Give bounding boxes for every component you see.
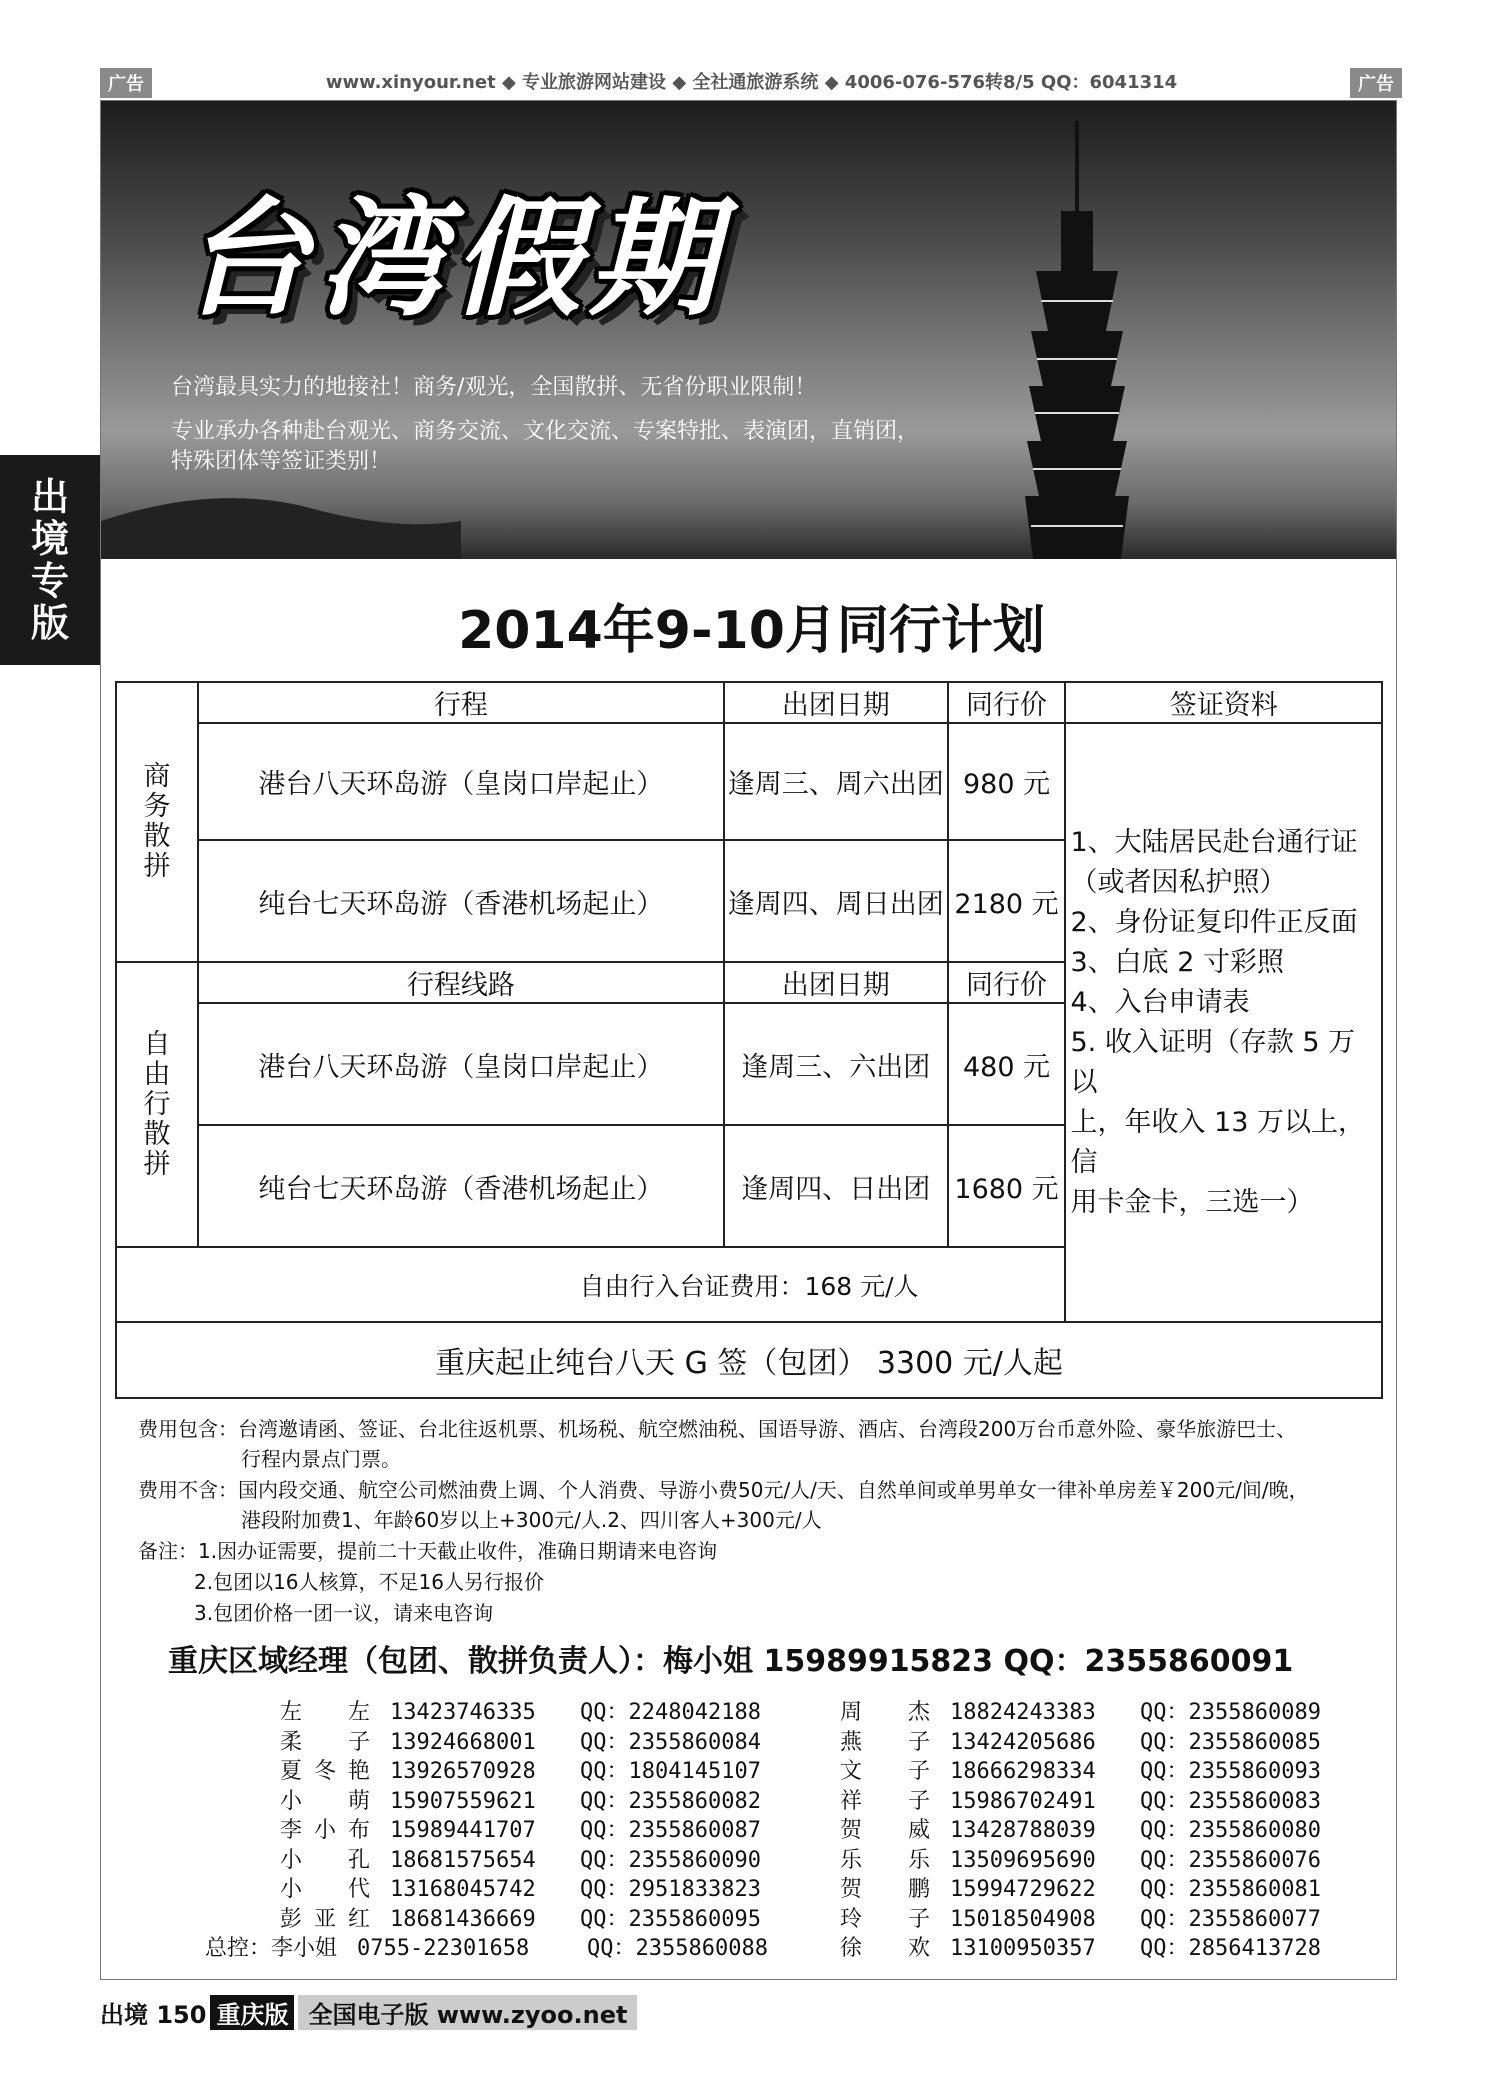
contact-row: 夏冬艳 13926570928 QQ：1804145107 xyxy=(280,1759,761,1784)
route-cell: 纯台七天环岛游（香港机场起止） xyxy=(198,1125,724,1247)
route-cell: 港台八天环岛游（皇岗口岸起止） xyxy=(198,1003,724,1125)
price-cell: 480 元 xyxy=(948,1003,1066,1125)
free-fee-row xyxy=(116,1247,1382,1322)
contact-row: 贺威 13428788039 QQ：2355860080 xyxy=(840,1818,1321,1843)
banner-line-3: 特殊团体等签证类别！ xyxy=(171,449,392,474)
price-cell: 1680 元 xyxy=(948,1125,1066,1247)
side-tab-char: 版 xyxy=(30,601,69,645)
general-phone: 0755-22301658 xyxy=(357,1936,530,1961)
col-date-header: 出团日期 xyxy=(724,682,948,723)
g-visa-row xyxy=(116,1322,1382,1398)
col-price-header: 同行价 xyxy=(948,962,1066,1003)
remark-line-1: 备注：1.因办证需要，提前二十天截止收件，准确日期请来电咨询 xyxy=(138,1539,718,1563)
route-cell: 纯台七天环岛游（香港机场起止） xyxy=(198,840,724,962)
regional-manager: 重庆区域经理（包团、散拼负责人）：梅小姐 15989915823 QQ：2355860091 xyxy=(168,1644,1294,1679)
contact-row: 贺鹏 15994729622 QQ：2355860081 xyxy=(840,1877,1321,1902)
contact-row: 玲子 15018504908 QQ：2355860077 xyxy=(840,1906,1321,1932)
general-qq: QQ：2355860088 xyxy=(587,1936,768,1961)
price-cell: 980 元 xyxy=(948,723,1066,840)
fee-exclude-line-2: 港段附加费1、年龄60岁以上+300元/人.2、四川客人+300元/人 xyxy=(241,1508,822,1532)
footer-site: 全国电子版 www.zyoo.net xyxy=(298,1995,637,2030)
contact-row: 乐乐 13509695690 QQ：2355860076 xyxy=(840,1847,1321,1873)
col-price-header: 同行价 xyxy=(948,682,1066,723)
side-tab-char: 出 xyxy=(30,475,69,519)
col-visa-header: 签证资料 xyxy=(1065,682,1382,723)
banner-line-2: 专业承办各种赴台观光、商务交流、文化交流、专案特批、表演团，直销团， xyxy=(171,419,920,444)
footer-section: 出境 150 xyxy=(100,2001,207,2029)
banner xyxy=(101,101,1396,559)
contacts-left xyxy=(280,1698,761,1934)
date-cell: 逢周四、周日出团 xyxy=(724,840,948,962)
price-cell: 2180 元 xyxy=(948,840,1066,962)
contact-row: 李小布 15989441707 QQ：2355860087 xyxy=(280,1818,761,1843)
free-fee-cell: 自由行入台证费用：168 元/人 xyxy=(116,1247,1382,1322)
taipei-101-tower-icon xyxy=(1025,121,1129,559)
date-cell: 逢周三、周六出团 xyxy=(724,723,948,840)
col-date-header: 出团日期 xyxy=(724,962,948,1003)
col-route-line-header: 行程线路 xyxy=(198,962,724,1003)
plan-heading: 2014年9-10月同行计划 xyxy=(458,601,1045,661)
contacts-right xyxy=(840,1698,1321,1964)
ad-tag-left: 广告 xyxy=(100,68,152,98)
contact-row: 小代 13168045742 QQ：2951833823 xyxy=(280,1877,761,1902)
contact-row: 彭亚红 18681436669 QQ：2355860095 xyxy=(280,1906,761,1932)
fee-include-line-1: 费用包含：台湾邀请函、签证、台北往返机票、机场税、航空燃油税、国语导游、酒店、台湾段200万台币意外险、豪华旅游巴士、 xyxy=(138,1417,1297,1441)
schedule-table xyxy=(115,681,1383,1399)
date-cell: 逢周四、日出团 xyxy=(724,1125,948,1247)
contact-row: 祥子 15986702491 QQ：2355860083 xyxy=(840,1788,1321,1814)
contact-row: 徐欢 13100950357 QQ：2856413728 xyxy=(840,1936,1321,1961)
category-business: 商 务 散 拼 xyxy=(116,682,198,962)
remark-line-2: 2.包团以16人核算，不足16人另行报价 xyxy=(194,1570,544,1594)
contact-row: 周杰 18824243383 QQ：2355860089 xyxy=(840,1700,1321,1725)
side-tab-char: 专 xyxy=(30,559,69,603)
contact-row: 柔子 13924668001 QQ：2355860084 xyxy=(280,1729,761,1755)
remark-line-3: 3.包团价格一团一议，请来电咨询 xyxy=(194,1601,494,1625)
table-row xyxy=(116,723,1382,840)
ad-tag-right: 广告 xyxy=(1350,68,1402,98)
footer-edition: 重庆版 xyxy=(210,1995,294,2030)
fee-include-line-2: 行程内景点门票。 xyxy=(241,1447,401,1471)
col-route-header: 行程 xyxy=(198,682,724,723)
category-free-travel: 自 由 行 散 拼 xyxy=(116,962,198,1247)
general-control xyxy=(205,1934,768,1964)
contact-row: 左左 13423746335 QQ：2248042188 xyxy=(280,1700,761,1725)
header-contact-line: www.xinyour.net ◆ 专业旅游网站建设 ◆ 全社通旅游系统 ◆ 4006-076-576转8/5 QQ：6041314 xyxy=(325,72,1178,93)
g-visa-cell: 重庆起止纯台八天 G 签（包团） 3300 元/人起 xyxy=(116,1322,1382,1398)
table-header-row xyxy=(116,682,1382,723)
date-cell: 逢周三、六出团 xyxy=(724,1003,948,1125)
contact-row: 小孔 18681575654 QQ：2355860090 xyxy=(280,1847,761,1873)
general-label: 总控： xyxy=(205,1936,272,1961)
contact-row: 小萌 15907559621 QQ：2355860082 xyxy=(280,1788,761,1814)
banner-title: 台湾假期 xyxy=(181,185,726,334)
route-cell: 港台八天环岛游（皇岗口岸起止） xyxy=(198,723,724,840)
banner-line-1: 台湾最具实力的地接社！商务/观光，全国散拼、无省份职业限制！ xyxy=(171,375,817,400)
page-footer xyxy=(100,1995,637,2030)
side-tab-char: 境 xyxy=(30,517,69,561)
contact-row: 文子 18666298334 QQ：2355860093 xyxy=(840,1759,1321,1784)
fee-exclude-line-1: 费用不含：国内段交通、航空公司燃油费上调、个人消费、导游小费50元/人/天、自然单间或单男单女一律补单房差￥200元/间/晚， xyxy=(138,1478,1309,1502)
visa-requirements: 1、大陆居民赴台通行证 （或者因私护照） 2、身份证复印件正反面 3、白底 2 寸彩照 4、入台申请表 5. 收入证明（存款 5 万以 上，年收入 13 万以上，信 用卡金卡，三选一） xyxy=(1065,723,1382,1322)
contact-row: 燕子 13424205686 QQ：2355860085 xyxy=(840,1729,1321,1755)
general-name: 李小姐 xyxy=(271,1936,338,1961)
